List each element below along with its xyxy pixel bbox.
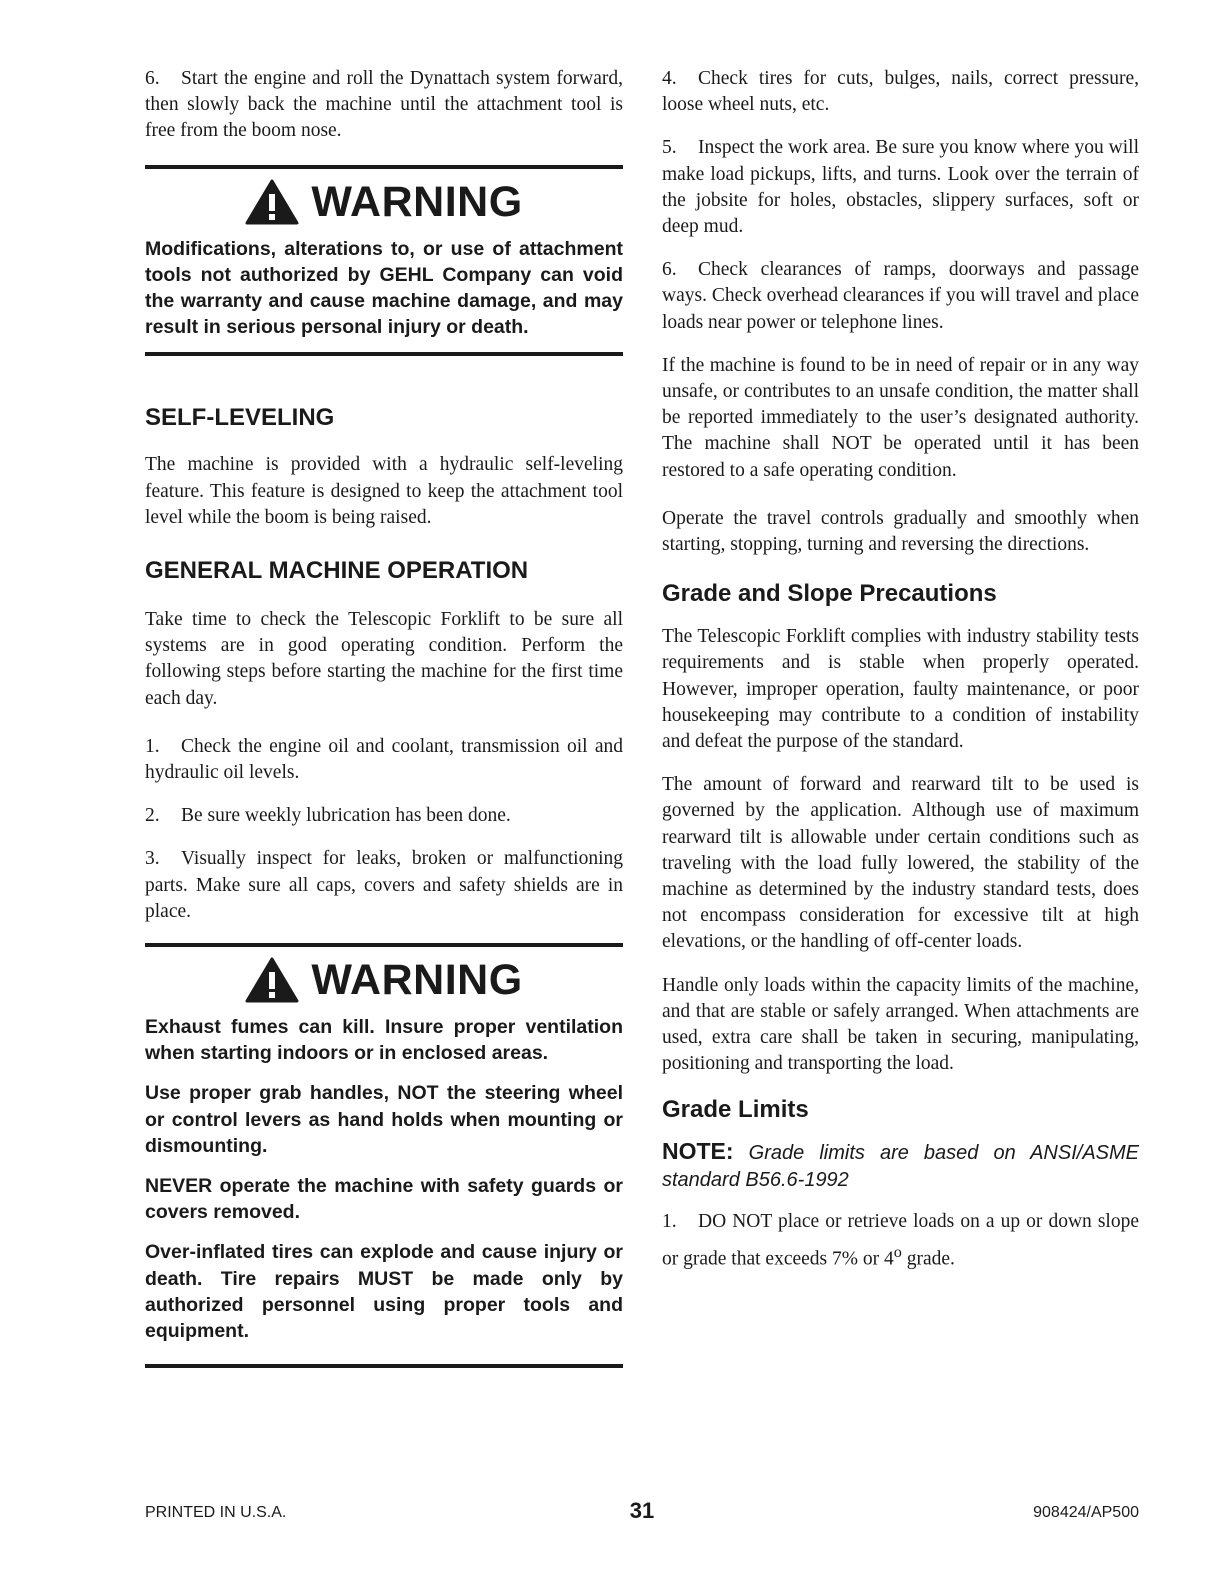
warning-title: WARNING — [311, 956, 523, 1005]
warning-tires-text: Over-inflated tires can explode and cause injury or death. Tire repairs MUST be made only by authorized personnel using proper tools and equipment. — [145, 1241, 623, 1343]
warning-guards-text: NEVER operate the machine with safety guards or covers removed. — [145, 1175, 623, 1224]
step-2-lubrication: 2. Be sure weekly lubrication has been done. — [145, 805, 511, 827]
step-3-inspect-leaks: 3. Visually inspect for leaks, broken or malfunctioning parts. Make sure all caps, covers and safety shields are in place. — [145, 848, 623, 922]
heading-general-operation: GENERAL MACHINE OPERATION — [145, 557, 529, 585]
page-footer — [145, 1498, 1139, 1528]
step-4-check-tires: 4. Check tires for cuts, bulges, nails, correct pressure, loose wheel nuts, etc. — [662, 68, 1139, 116]
warning-triangle-icon — [245, 179, 299, 225]
general-intro: Take time to check the Telescopic Forklift to be sure all systems are in good operating condition. Perform the following steps before starting the machine for the first time each day. — [145, 609, 623, 709]
page-number: 31 — [629, 1498, 655, 1523]
warning-grab-handles-text: Use proper grab handles, NOT the steering wheel or control levers as hand holds when mounting or dismounting. — [145, 1082, 623, 1157]
step-6-clearances: 6. Check clearances of ramps, doorways and passage ways. Check overhead clearances if you will travel and place loads near power or telephone lines. — [662, 259, 1139, 333]
repair-paragraph: If the machine is found to be in need of repair or in any way unsafe, or contributes to an unsafe condition, the matter shall be reported immediately to the user’s designated authority. The machine shall NOT be operated until it has been restored to a safe operating condition. — [662, 354, 1139, 481]
footer-doc-number: 908424/AP500 — [1033, 1504, 1139, 1521]
warning-box-exhaust — [145, 943, 623, 1368]
left-column — [145, 66, 623, 1368]
heading-grade-limits: Grade Limits — [662, 1095, 809, 1123]
footer-printed: PRINTED IN U.S.A. — [145, 1504, 287, 1521]
warning-header — [145, 169, 623, 236]
step-1-check-oil: 1. Check the engine oil and coolant, transmission oil and hydraulic oil levels. — [145, 735, 623, 784]
grade-slope-paragraph-3: Handle only loads within the capacity limits of the machine, and that are stable or safely arranged. When attachments are used, extra care shall be taken in securing, manipulating, positioning and transporting the load. — [662, 974, 1139, 1075]
warning-title: WARNING — [311, 177, 523, 226]
step-5-inspect-area: 5. Inspect the work area. Be sure you know where you will make load pickups, lifts, and turns. Look over the terrain of the jobsite for holes, obstacles, slippery surfaces, soft or deep mud. — [662, 137, 1139, 238]
grade-slope-paragraph-1: The Telescopic Forklift complies with industry stability tests requirements and is stable when properly operated. However, improper operation, faulty maintenance, or poor housekeeping may contribute to a condition of instability and defeat the purpose of the standard. — [662, 626, 1139, 753]
warning-header — [145, 947, 623, 1014]
right-column — [662, 66, 1139, 1291]
warning-box-attachments — [145, 165, 623, 357]
warning-exhaust-text: Exhaust fumes can kill. Insure proper ventilation when starting indoors or in enclosed areas. — [145, 1016, 623, 1065]
note-grade-limits: NOTE: Grade limits are based on ANSI/ASME standard B56.6-1992 — [662, 1137, 1140, 1191]
grade-slope-paragraph-2: The amount of forward and rearward tilt to be used is governed by the application. Although use of maximum rearward tilt is allowable under certain conditions such as traveling with the load fully lowered, the stability of the machine as determined by the industry standard tests, does not encompass consideration for excessive tilt at high elevations, or the handling of off-center loads. — [662, 774, 1139, 953]
warning-text: Modifications, alterations to, or use of attachment tools not authorized by GEHL Company can void the warranty and cause machine damage, and may result in serious personal injury or death. — [145, 237, 623, 339]
heading-grade-slope: Grade and Slope Precautions — [662, 580, 997, 608]
grade-limit-step-1: 1. DO NOT place or retrieve loads on a up or down slope or grade that exceeds 7% or 4$^o$ grade. — [662, 1210, 1139, 1269]
step-6-start-engine: 6. Start the engine and roll the Dynattach system forward, then slowly back the machine until the attachment tool is free from the boom nose. — [145, 68, 623, 142]
heading-self-leveling: SELF-LEVELING — [145, 404, 335, 432]
operate-paragraph: Operate the travel controls gradually and smoothly when starting, stopping, turning and reversing the directions. — [662, 507, 1139, 556]
warning-triangle-icon — [245, 957, 299, 1003]
self-leveling-text: The machine is provided with a hydraulic self-leveling feature. This feature is designed to keep the attachment tool level while the boom is being raised. — [145, 454, 623, 528]
